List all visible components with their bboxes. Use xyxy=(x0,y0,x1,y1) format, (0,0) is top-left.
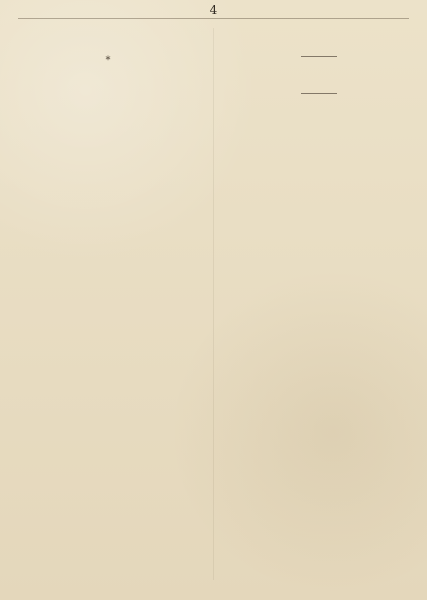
right-column-text-block-2 xyxy=(229,65,409,85)
right-column-section-rule-1 xyxy=(301,56,337,57)
left-column-text-block-2 xyxy=(18,74,198,94)
right-column xyxy=(229,28,409,580)
header-rule xyxy=(18,18,409,19)
star-icon: * xyxy=(105,55,111,66)
left-column xyxy=(18,28,198,580)
column-divider xyxy=(213,28,214,580)
page-header xyxy=(0,4,427,16)
right-column-section-rule-2 xyxy=(301,93,337,94)
right-column-text-block-1 xyxy=(229,28,409,48)
left-column-text-block-1 xyxy=(18,28,198,48)
page-number: 4 xyxy=(209,3,218,17)
right-column-text-block-3 xyxy=(229,102,409,122)
section-ornament xyxy=(18,52,198,70)
